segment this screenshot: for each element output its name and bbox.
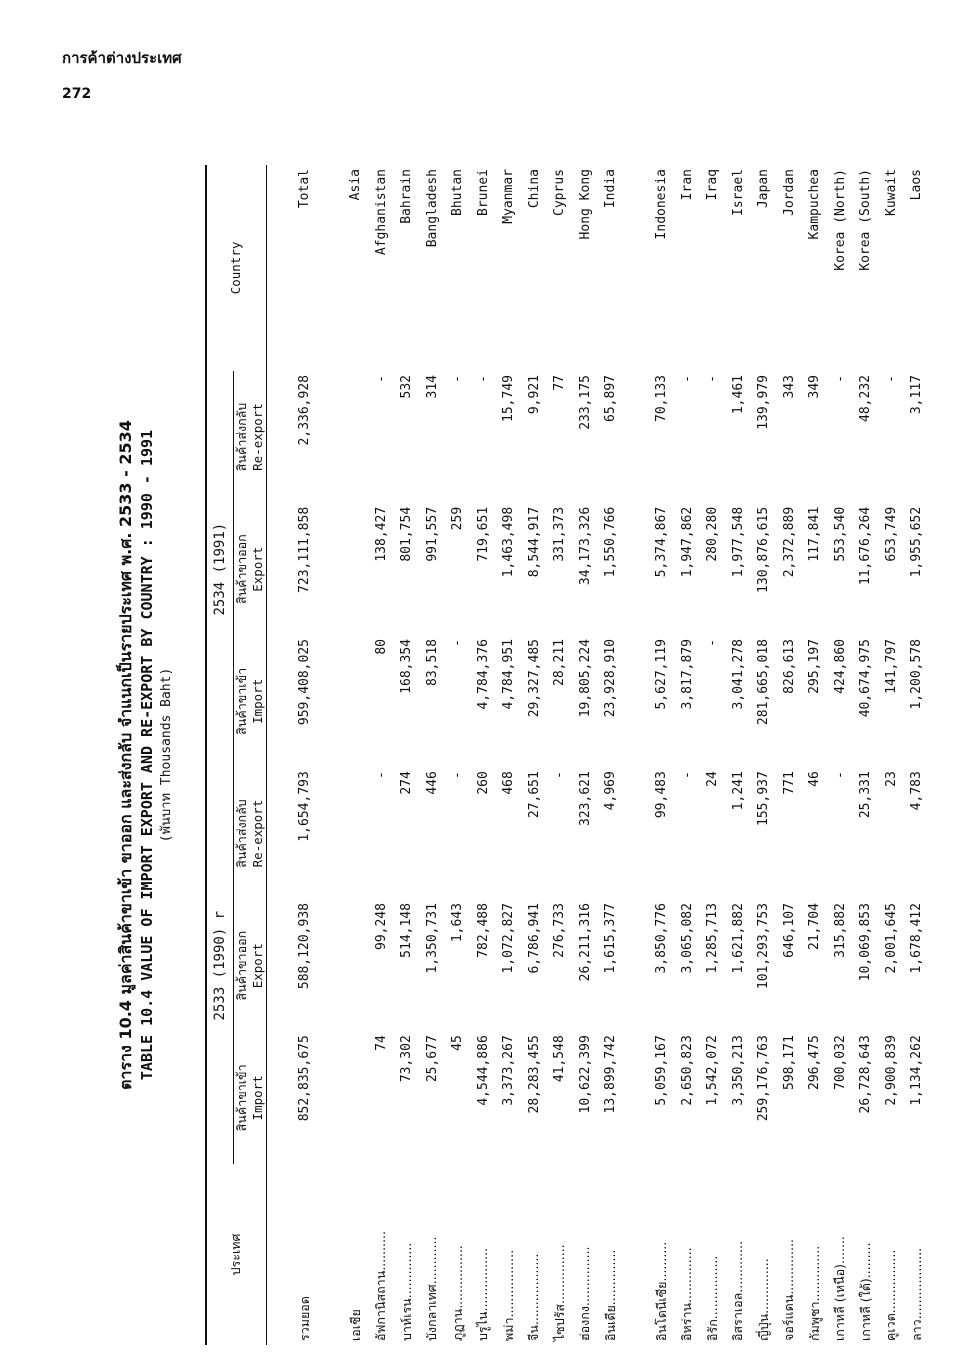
cell: 723,111,858: [297, 506, 313, 593]
cell: 233,175: [577, 375, 593, 430]
cell: 771: [781, 771, 797, 795]
cell: 5,627,119: [654, 639, 670, 710]
cell: 826,613: [781, 639, 797, 694]
cell: 19,805,224: [577, 639, 593, 718]
row-label-en: Japan: [756, 169, 772, 209]
cell: 2,650,823: [679, 1035, 695, 1106]
cell: 1,654,793: [297, 771, 313, 842]
row-label-th: คูเวต................: [883, 1249, 899, 1341]
cell: 3,117: [909, 375, 925, 415]
import-th-header: สินค้าขาเข้า: [233, 1064, 249, 1132]
cell: 2,900,839: [883, 1035, 899, 1106]
cell: -: [450, 771, 466, 780]
table-row: [394, 165, 420, 1345]
table-row: [649, 165, 675, 1345]
row-label-th: เกาหลี (เหนือ).......: [832, 1236, 848, 1341]
cell: 1,350,731: [424, 903, 440, 974]
cell: 11,676,264: [858, 506, 874, 586]
cell: 1,542,072: [705, 1035, 721, 1106]
cell: 295,197: [807, 639, 823, 694]
row-label-en: Iraq: [705, 169, 721, 201]
export-en-header: Export: [249, 546, 265, 592]
row-label-th: อินโดนีเซีย..........: [653, 1241, 669, 1341]
row-label-en: Afghanistan: [373, 169, 389, 256]
cell: -: [883, 375, 899, 383]
cell: 349: [807, 375, 823, 399]
cell: 1,643: [450, 903, 466, 943]
row-label-th: รวมยอด: [296, 1296, 312, 1341]
cell: 83,518: [424, 639, 440, 686]
row-label-en: Iran: [679, 169, 695, 201]
cell: 719,651: [475, 506, 491, 562]
cell: 532: [399, 375, 415, 399]
cell: 155,937: [756, 771, 772, 826]
table-row: [853, 165, 879, 1345]
cell: 5,059,167: [654, 1035, 670, 1106]
cell: 1,955,652: [909, 506, 925, 578]
table-row: [522, 165, 548, 1345]
table-row: [700, 165, 726, 1345]
region-row: [343, 165, 369, 1345]
region-label-en: Asia: [348, 169, 364, 201]
table-row: [445, 165, 471, 1345]
cell: 99,483: [654, 771, 670, 819]
cell: 280,280: [705, 506, 721, 562]
cell: 65,897: [603, 375, 619, 422]
cell: 23,928,910: [603, 639, 619, 718]
cell: 1,615,377: [603, 903, 619, 974]
row-label-th: ฮ่องกง...............: [577, 1246, 593, 1341]
cell: 77: [552, 375, 568, 391]
cell: 10,622,399: [577, 1035, 593, 1114]
cell: 331,373: [552, 506, 568, 562]
cell: 168,354: [399, 639, 415, 694]
cell: 23: [883, 771, 899, 787]
cell: 26,211,316: [577, 903, 593, 982]
table-row: [369, 165, 395, 1345]
cell: -: [552, 771, 568, 780]
cell: 74: [373, 1035, 389, 1051]
cell: 296,475: [807, 1035, 823, 1090]
cell: -: [450, 639, 466, 647]
cell: 141,797: [883, 639, 899, 694]
cell: -: [705, 639, 721, 647]
cell: 1,241: [730, 771, 746, 811]
row-label-th: อินเดีย..............: [602, 1249, 618, 1341]
cell: 46: [807, 771, 823, 787]
row-label-en: Cyprus: [552, 169, 568, 216]
table-row: [598, 165, 624, 1345]
cell: 5,374,867: [654, 506, 670, 578]
row-label-th: อิหร่าน..............: [679, 1247, 695, 1341]
cell: 4,544,886: [475, 1035, 491, 1106]
table-unit: (พันบาท Thousands Baht): [159, 667, 174, 843]
cell: 6,786,941: [526, 903, 542, 974]
row-label-th: เกาหลี (ใต้).........: [857, 1242, 873, 1341]
row-label-en: Brunei: [475, 169, 491, 216]
table-row: [496, 165, 522, 1345]
table-row: [828, 165, 854, 1345]
cell: 259: [450, 506, 466, 531]
row-label-en: India: [603, 169, 619, 209]
cell: 1,947,862: [679, 506, 695, 578]
table-row: [675, 165, 701, 1345]
row-label-th: ญี่ปุ่น..............: [755, 1258, 771, 1341]
cell: 514,148: [399, 903, 415, 958]
cell: 259,176,763: [756, 1035, 772, 1122]
cell: 4,784,951: [501, 639, 517, 710]
cell: 314: [424, 375, 440, 399]
cell: 2,336,928: [297, 375, 313, 446]
cell: -: [373, 771, 389, 780]
cell: -: [373, 375, 389, 383]
cell: 1,550,766: [603, 506, 619, 578]
row-label-en: Bahrain: [399, 169, 415, 224]
cell: 45: [450, 1035, 466, 1051]
cell: 1,463,498: [501, 506, 517, 578]
cell: 4,783: [909, 771, 925, 811]
row-label-en: Korea (North): [832, 169, 848, 271]
page-number: 272: [62, 86, 92, 102]
cell: 274: [399, 771, 415, 795]
cell: 4,784,376: [475, 639, 491, 710]
row-label-en: Indonesia: [654, 169, 670, 240]
import-th-header: สินค้าขาเข้า: [233, 667, 249, 735]
table-row: [777, 165, 803, 1345]
cell: 1,072,827: [501, 903, 517, 974]
cell: 700,032: [832, 1035, 848, 1090]
data-table-wrapper: [205, 165, 936, 1345]
cell: 852,835,675: [297, 1035, 313, 1122]
table-row: [471, 165, 497, 1345]
cell: 446: [424, 771, 440, 795]
import-en-header: Import: [249, 678, 265, 724]
cell: 1,977,548: [730, 506, 746, 578]
cell: 343: [781, 375, 797, 399]
cell: 1,200,578: [909, 639, 925, 710]
cell: 315,882: [832, 903, 848, 958]
export-th-header: สินค้าขาออก: [233, 930, 249, 1001]
cell: 801,754: [399, 506, 415, 562]
row-label-th: อิสราเอล.............: [730, 1241, 746, 1341]
cell: 29,327,485: [526, 639, 542, 718]
cell: 15,749: [501, 375, 517, 422]
cell: 21,704: [807, 903, 823, 950]
cell: -: [475, 375, 491, 383]
cell: 1,621,882: [730, 903, 746, 974]
reexport-en-header: Re-export: [249, 799, 265, 868]
total-row: [292, 165, 318, 1345]
cell: 25,677: [424, 1035, 440, 1083]
row-label-en: Hong Kong: [577, 169, 593, 240]
cell: 139,979: [756, 375, 772, 430]
cell: 3,041,278: [730, 639, 746, 710]
export-en-header: Export: [249, 943, 265, 989]
cell: 276,733: [552, 903, 568, 958]
cell: 10,069,853: [858, 903, 874, 982]
year-header-row: [207, 165, 233, 1345]
table-row: [879, 165, 905, 1345]
table-row: [573, 165, 599, 1345]
cell: 99,248: [373, 903, 389, 950]
table-title-english: TABLE 10.4 VALUE OF IMPORT EXPORT AND RE-EXPORT BY COUNTRY : 1990 - 1991: [138, 429, 156, 1081]
cell: 48,232: [858, 375, 874, 422]
reexport-en-header: Re-export: [249, 403, 265, 471]
cell: 2,372,889: [781, 506, 797, 578]
row-label-en: Kampuchea: [807, 169, 823, 240]
cell: -: [832, 375, 848, 383]
cell: 9,921: [526, 375, 542, 415]
table-row: [726, 165, 752, 1345]
row-label-th: จอร์แดน..............: [781, 1239, 797, 1341]
cell: 70,133: [654, 375, 670, 422]
table-title-block: [115, 165, 177, 1345]
cell: 3,850,776: [654, 903, 670, 974]
cell: 782,488: [475, 903, 491, 958]
row-label-en: Laos: [909, 169, 925, 201]
cell: 598,171: [781, 1035, 797, 1090]
table-row: [751, 165, 777, 1345]
cell: 281,665,018: [756, 639, 772, 726]
cell: 424,860: [832, 639, 848, 694]
cell: 1,134,262: [909, 1035, 925, 1106]
row-label-th: พม่า.................: [500, 1249, 516, 1341]
table-row: [904, 165, 930, 1345]
row-label-th: อัฟกานิสถาน..........: [373, 1231, 389, 1341]
row-label-th: อิรัก................: [704, 1255, 720, 1341]
row-label-th: ไซปรัส...............: [551, 1244, 567, 1341]
row-label-th: จีน..................: [526, 1253, 542, 1341]
row-label-en: Myanmar: [501, 169, 517, 224]
row-label-en: China: [526, 169, 542, 209]
row-label-th: บาห์เรน..............: [398, 1242, 414, 1341]
cell: 588,120,938: [297, 903, 313, 990]
cell: -: [832, 771, 848, 780]
cell: 1,678,412: [909, 903, 925, 974]
cell: 959,408,025: [297, 639, 313, 726]
row-label-en: Kuwait: [883, 169, 899, 216]
cell: 13,899,742: [603, 1035, 619, 1114]
table-row: [420, 165, 446, 1345]
row-label-th: กัมพูชา..............: [806, 1245, 822, 1341]
cell: 26,728,643: [858, 1035, 874, 1114]
row-label-th: ภูฏาน................: [449, 1245, 465, 1341]
cell: 8,544,917: [526, 506, 542, 578]
reexport-th-header: สินค้าส่งกลับ: [233, 799, 249, 868]
cell: 646,107: [781, 903, 797, 958]
year-1991-header: 2534 (1991): [207, 371, 233, 768]
page-header: [62, 46, 182, 102]
row-label-en: Total: [297, 169, 313, 209]
cell: -: [450, 375, 466, 383]
row-label-th: บรูไน................: [475, 1247, 491, 1341]
cell: 117,841: [807, 506, 823, 562]
cell: 40,674,975: [858, 639, 874, 718]
cell: 4,969: [603, 771, 619, 811]
cell: 1,285,713: [705, 903, 721, 974]
rotated-table-page: [115, 165, 955, 1345]
reexport-th-header: สินค้าส่งกลับ: [233, 402, 249, 472]
country-th-header: ประเทศ: [228, 1233, 244, 1276]
cell: 323,621: [577, 771, 593, 826]
cell: 3,373,267: [501, 1035, 517, 1106]
cell: -: [705, 375, 721, 383]
row-label-en: Bangladesh: [424, 169, 440, 248]
cell: 80: [373, 639, 389, 655]
cell: 28,283,455: [526, 1035, 542, 1114]
cell: 138,427: [373, 506, 389, 562]
country-en-header: Country: [228, 241, 244, 295]
row-label-en: Jordan: [781, 169, 797, 216]
cell: 468: [501, 771, 517, 795]
cell: 25,331: [858, 771, 874, 819]
data-table-body: [267, 165, 936, 1345]
row-label-th: บังกลาเทศ............: [424, 1236, 440, 1341]
cell: 553,540: [832, 506, 848, 562]
cell: 28,211: [552, 639, 568, 686]
cell: -: [679, 375, 695, 383]
cell: 653,749: [883, 506, 899, 562]
import-en-header: Import: [249, 1075, 265, 1121]
cell: 27,651: [526, 771, 542, 819]
cell: 2,001,645: [883, 903, 899, 974]
row-label-en: Bhutan: [450, 169, 466, 216]
region-label-th: เอเชีย: [347, 1309, 363, 1341]
cell: 3,065,082: [679, 903, 695, 974]
section-title: การค้าต่างประเทศ: [62, 49, 182, 67]
year-1990-header: 2533 (1990) r: [207, 767, 233, 1164]
cell: 130,876,615: [756, 506, 772, 593]
table-row: [802, 165, 828, 1345]
table-title-thai: ตาราง 10.4 มูลค่าสินค้าขาเข้า ขาออก และส่งกลับ จำแนกเป็นรายประเทศ พ.ศ. 2533 - 2534: [116, 420, 135, 1090]
row-label-th: ลาว..................: [908, 1247, 924, 1341]
cell: 3,350,213: [730, 1035, 746, 1106]
cell: 34,173,326: [577, 506, 593, 586]
cell: 24: [705, 771, 721, 787]
export-th-header: สินค้าขาออก: [233, 534, 249, 605]
cell: 3,817,879: [679, 639, 695, 710]
row-label-en: Korea (South): [858, 169, 874, 271]
cell: 1,461: [730, 375, 746, 415]
table-row: [547, 165, 573, 1345]
cell: -: [679, 771, 695, 780]
data-table: [207, 165, 266, 1345]
cell: 101,293,753: [756, 903, 772, 990]
cell: 991,557: [424, 506, 440, 562]
cell: 73,302: [399, 1035, 415, 1083]
row-label-en: Israel: [730, 169, 746, 216]
cell: 41,548: [552, 1035, 568, 1083]
cell: 260: [475, 771, 491, 795]
